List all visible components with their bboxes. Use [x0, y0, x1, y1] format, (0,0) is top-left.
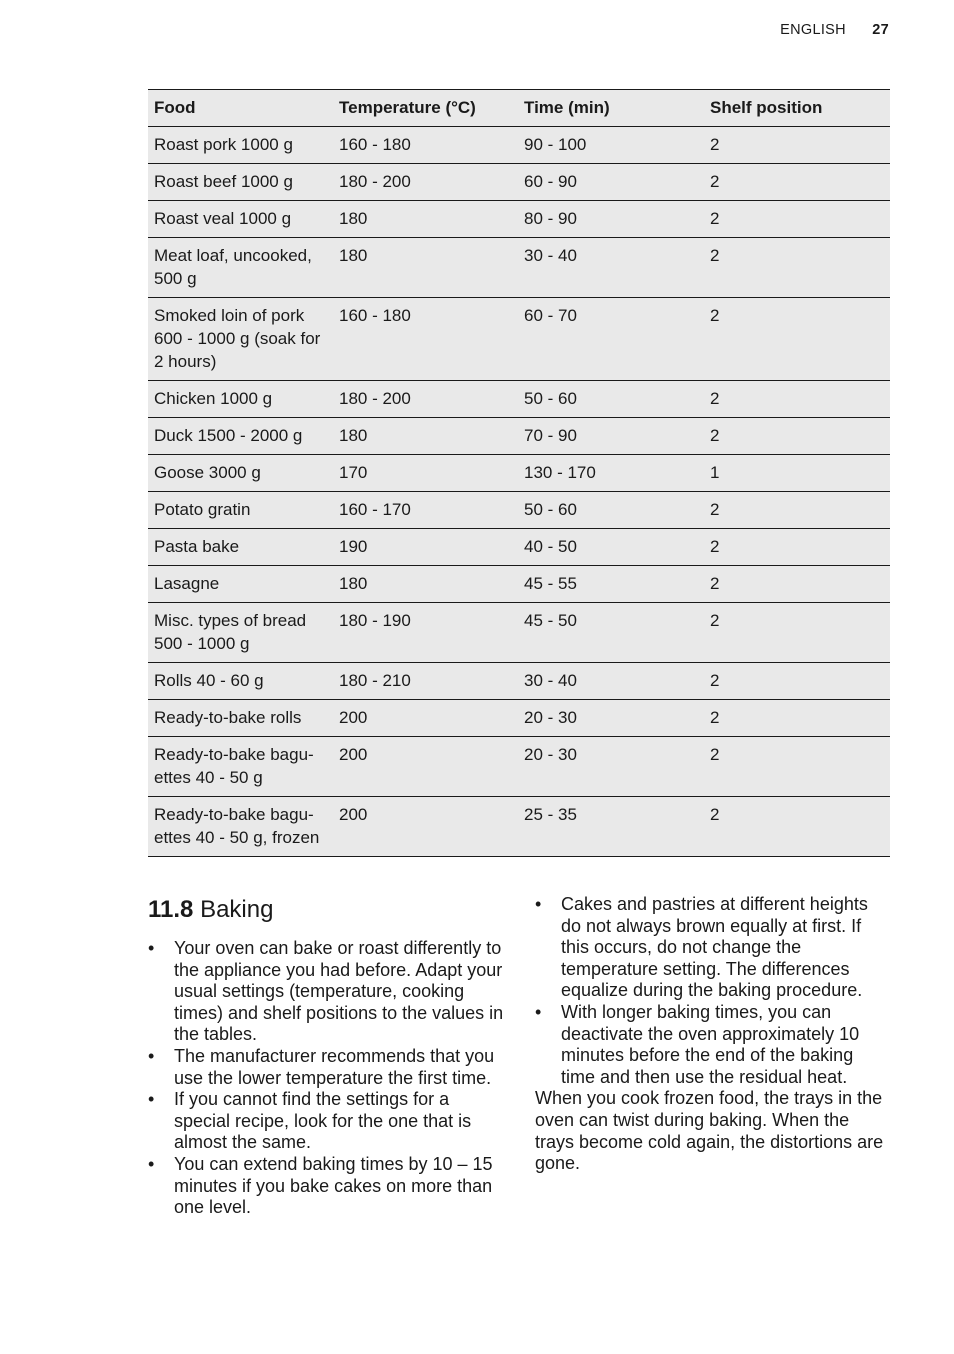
- list-item-text: The manufacturer recommends that you use the lower temperature the first time.: [174, 1045, 495, 1088]
- cell-temperature: 180: [339, 209, 368, 228]
- cell-food: Chicken 1000 g: [154, 389, 273, 408]
- header-temperature: Temperature (°C): [333, 90, 518, 127]
- table-row: [148, 298, 890, 381]
- cell-food: Potato gratin: [154, 500, 251, 519]
- cell-time: 50 - 60: [524, 500, 577, 519]
- cell-food: Duck 1500 - 2000 g: [154, 426, 303, 445]
- list-item: [148, 1154, 508, 1219]
- cell-food: Ready-to-bake rolls: [154, 708, 302, 727]
- section-title: Baking: [200, 896, 274, 923]
- list-item: [148, 1089, 508, 1154]
- cell-food: Smoked loin of pork 600 - 1000 g (soak for 2 hours): [154, 306, 321, 371]
- cell-shelf: 2: [710, 537, 720, 556]
- cell-time: 80 - 90: [524, 209, 577, 228]
- table-row: [148, 127, 890, 164]
- cell-shelf: 2: [710, 805, 720, 824]
- bullet-icon: •: [148, 1089, 155, 1110]
- table-row: [148, 529, 890, 566]
- table-row: [148, 492, 890, 529]
- section-heading: [148, 894, 508, 926]
- cell-time: 90 - 100: [524, 135, 587, 154]
- page-number: 27: [872, 22, 889, 38]
- cell-temperature: 180 - 210: [339, 671, 411, 690]
- cell-food: Roast beef 1000 g: [154, 172, 293, 191]
- list-item: [148, 1046, 508, 1089]
- cell-food: Meat loaf, uncooked, 500 g: [154, 246, 312, 288]
- cell-food: Ready-to-bake baguettes 40 - 50 g: [154, 745, 314, 787]
- cell-food: Goose 3000 g: [154, 463, 261, 482]
- section-number: 11.8: [148, 896, 194, 923]
- cell-temperature: 200: [339, 745, 368, 764]
- cell-temperature: 180: [339, 574, 368, 593]
- cell-shelf: 2: [710, 306, 720, 325]
- cell-shelf: 2: [710, 389, 720, 408]
- table-row: [148, 566, 890, 603]
- table-row: [148, 164, 890, 201]
- list-item-text: Your oven can bake or roast differently to the appliance you had before. Adapt your usual settings (temperature, cooking times) and shelf positions to the values in the tables.: [174, 938, 504, 1045]
- cell-temperature: 200: [339, 708, 368, 727]
- table-row: [148, 700, 890, 737]
- table-row: [148, 737, 890, 797]
- cell-shelf: 2: [710, 611, 720, 630]
- cell-temperature: 160 - 170: [339, 500, 411, 519]
- cell-temperature: 180 - 190: [339, 611, 411, 630]
- list-item-text: If you cannot find the settings for a special recipe, look for the one that is almost the same.: [174, 1089, 472, 1153]
- cell-time: 25 - 35: [524, 805, 577, 824]
- bullet-icon: •: [535, 1001, 542, 1022]
- list-item: [535, 894, 887, 1002]
- cell-time: 30 - 40: [524, 246, 577, 265]
- cell-temperature: 180 - 200: [339, 389, 411, 408]
- table-row: [148, 418, 890, 455]
- table-row: [148, 455, 890, 492]
- cell-shelf: 2: [710, 671, 720, 690]
- bullet-icon: •: [148, 1045, 155, 1066]
- table-row: [148, 603, 890, 663]
- cell-food: Roast veal 1000 g: [154, 209, 292, 228]
- list-item: [535, 1002, 887, 1088]
- cell-shelf: 2: [710, 246, 720, 265]
- cell-time: 30 - 40: [524, 671, 577, 690]
- cell-temperature: 200: [339, 805, 368, 824]
- cell-temperature: 190: [339, 537, 368, 556]
- cell-temperature: 180: [339, 426, 368, 445]
- cell-shelf: 2: [710, 135, 720, 154]
- cell-shelf: 1: [710, 463, 720, 482]
- bullet-icon: •: [148, 938, 155, 958]
- cell-shelf: 2: [710, 172, 720, 191]
- header-time: Time (min): [518, 90, 704, 127]
- cell-temperature: 180 - 200: [339, 172, 411, 191]
- cell-shelf: 2: [710, 209, 720, 228]
- cell-shelf: 2: [710, 574, 720, 593]
- right-column: [535, 894, 887, 1175]
- bullet-list-left: [148, 938, 508, 1219]
- language-label: ENGLISH: [780, 22, 846, 38]
- page-header: [780, 22, 889, 38]
- list-item-text: With longer baking times, you can deactivate the oven approximately 10 minutes before the end of the baking time and then use the residual heat.: [561, 1001, 860, 1087]
- cell-temperature: 160 - 180: [339, 135, 411, 154]
- cell-temperature: 170: [339, 463, 368, 482]
- cell-time: 130 - 170: [524, 463, 596, 482]
- list-item-text: You can extend baking times by 10 – 15 minutes if you bake cakes on more than one level.: [174, 1153, 493, 1218]
- table-header-row: [148, 90, 890, 127]
- list-item: [148, 938, 508, 1046]
- table-row: [148, 797, 890, 857]
- cell-time: 20 - 30: [524, 745, 577, 764]
- cell-time: 45 - 50: [524, 611, 577, 630]
- frozen-food-paragraph: When you cook frozen food, the trays in the oven can twist during baking. When the trays become cold again, the distortions are gone.: [535, 1088, 884, 1174]
- table-row: [148, 238, 890, 298]
- table-row: [148, 381, 890, 418]
- cell-food: Pasta bake: [154, 537, 240, 556]
- cell-shelf: 2: [710, 708, 720, 727]
- baking-section: [148, 894, 508, 1219]
- bullet-icon: •: [535, 894, 542, 914]
- cell-time: 20 - 30: [524, 708, 577, 727]
- cell-food: Lasagne: [154, 574, 220, 593]
- table-row: [148, 201, 890, 238]
- cell-time: 40 - 50: [524, 537, 577, 556]
- header-shelf-position: Shelf position: [704, 90, 890, 127]
- cell-time: 45 - 55: [524, 574, 577, 593]
- cooking-table: [148, 89, 890, 857]
- cell-temperature: 180: [339, 246, 368, 265]
- cell-time: 60 - 70: [524, 306, 577, 325]
- list-item-text: Cakes and pastries at different heights do not always brown equally at first. If this occurs, do not change the temperature setting. The differences equalize during the baking procedure.: [561, 894, 868, 1001]
- cell-food: Ready-to-bake baguettes 40 - 50 g, frozen: [154, 805, 320, 847]
- cell-shelf: 2: [710, 745, 720, 764]
- cell-food: Roast pork 1000 g: [154, 135, 293, 154]
- cell-time: 70 - 90: [524, 426, 577, 445]
- cell-temperature: 160 - 180: [339, 306, 411, 325]
- cell-food: Rolls 40 - 60 g: [154, 671, 264, 690]
- cell-shelf: 2: [710, 426, 720, 445]
- cell-food: Misc. types of bread 500 - 1000 g: [154, 611, 307, 653]
- bullet-list-right: [535, 894, 887, 1088]
- cell-time: 60 - 90: [524, 172, 577, 191]
- bullet-icon: •: [148, 1153, 155, 1174]
- table-row: [148, 663, 890, 700]
- cell-shelf: 2: [710, 500, 720, 519]
- cell-time: 50 - 60: [524, 389, 577, 408]
- header-food: Food: [148, 90, 333, 127]
